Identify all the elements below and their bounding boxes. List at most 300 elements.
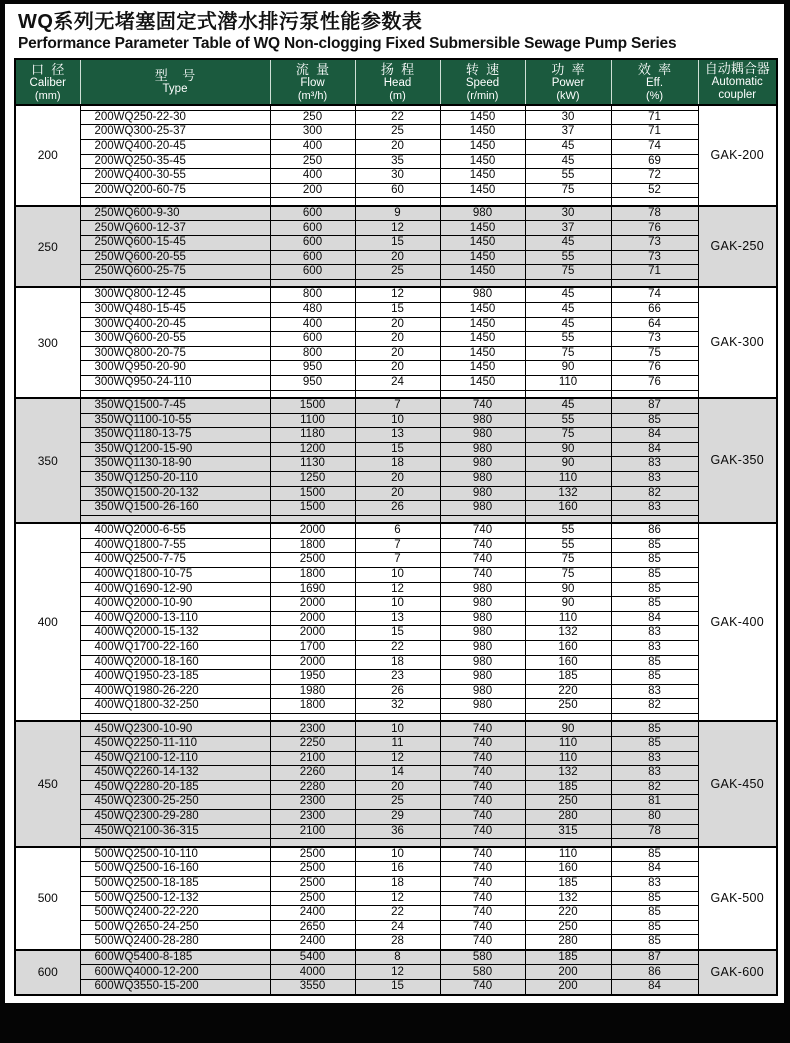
power-cell: 75 bbox=[525, 553, 611, 568]
head-cell: 15 bbox=[355, 236, 440, 251]
head-cell: 16 bbox=[355, 862, 440, 877]
head-cell: 20 bbox=[355, 140, 440, 155]
speed-cell: 1450 bbox=[440, 317, 525, 332]
power-cell: 200 bbox=[525, 965, 611, 980]
power-cell: 90 bbox=[525, 597, 611, 612]
speed-cell: 580 bbox=[440, 965, 525, 980]
flow-cell: 3550 bbox=[270, 980, 355, 995]
flow-cell: 2400 bbox=[270, 906, 355, 921]
caliber-cell: 600 bbox=[15, 950, 80, 995]
table-row bbox=[15, 523, 777, 538]
coupler-cell: GAK-250 bbox=[698, 206, 777, 287]
table-row bbox=[15, 721, 777, 736]
header-en-label: Head bbox=[383, 76, 412, 89]
table-row bbox=[15, 980, 777, 995]
eff-cell: 87 bbox=[611, 398, 698, 413]
head-cell: 60 bbox=[355, 183, 440, 198]
flow-cell: 2000 bbox=[270, 597, 355, 612]
eff-cell: 81 bbox=[611, 795, 698, 810]
table-row bbox=[15, 302, 777, 317]
header-en-label: Flow bbox=[300, 76, 325, 89]
type-cell bbox=[80, 390, 270, 398]
flow-cell: 4000 bbox=[270, 965, 355, 980]
type-cell: 400WQ2000-18-160 bbox=[80, 655, 270, 670]
speed-cell: 740 bbox=[440, 906, 525, 921]
power-cell: 110 bbox=[525, 751, 611, 766]
head-cell: 12 bbox=[355, 751, 440, 766]
type-cell: 500WQ2500-12-132 bbox=[80, 891, 270, 906]
head-cell: 28 bbox=[355, 935, 440, 950]
eff-cell: 83 bbox=[611, 766, 698, 781]
coupler-cell: GAK-300 bbox=[698, 287, 777, 398]
header-unit-label: (m³/h) bbox=[297, 89, 328, 102]
eff-cell: 84 bbox=[611, 980, 698, 995]
speed-cell: 980 bbox=[440, 626, 525, 641]
head-cell: 12 bbox=[355, 965, 440, 980]
speed-cell: 1450 bbox=[440, 346, 525, 361]
flow-cell: 600 bbox=[270, 206, 355, 221]
table-row bbox=[15, 471, 777, 486]
flow-cell: 2500 bbox=[270, 553, 355, 568]
table-row bbox=[15, 935, 777, 950]
eff-cell: 83 bbox=[611, 641, 698, 656]
head-cell: 10 bbox=[355, 597, 440, 612]
table-row bbox=[15, 641, 777, 656]
head-cell: 14 bbox=[355, 766, 440, 781]
power-cell: 37 bbox=[525, 125, 611, 140]
power-cell: 185 bbox=[525, 670, 611, 685]
head-cell: 20 bbox=[355, 250, 440, 265]
title-block bbox=[5, 4, 784, 53]
power-cell: 75 bbox=[525, 428, 611, 443]
speed-cell: 1450 bbox=[440, 125, 525, 140]
head-cell: 20 bbox=[355, 346, 440, 361]
header-unit-label: (r/min) bbox=[466, 89, 499, 102]
head-cell: 20 bbox=[355, 317, 440, 332]
flow-cell bbox=[270, 279, 355, 287]
flow-cell: 1500 bbox=[270, 486, 355, 501]
table-row bbox=[15, 810, 777, 825]
flow-cell: 600 bbox=[270, 221, 355, 236]
coupler-cell: GAK-600 bbox=[698, 950, 777, 995]
speed-cell: 1450 bbox=[440, 332, 525, 347]
head-cell: 10 bbox=[355, 568, 440, 583]
speed-cell: 980 bbox=[440, 655, 525, 670]
eff-cell: 85 bbox=[611, 655, 698, 670]
head-cell: 20 bbox=[355, 471, 440, 486]
flow-cell: 2000 bbox=[270, 626, 355, 641]
type-cell: 400WQ2000-6-55 bbox=[80, 523, 270, 538]
header-en-label: Automatic coupler bbox=[711, 76, 763, 102]
flow-cell: 1500 bbox=[270, 398, 355, 413]
spacer-row bbox=[15, 713, 777, 721]
type-cell: 300WQ480-15-45 bbox=[80, 302, 270, 317]
eff-cell: 85 bbox=[611, 413, 698, 428]
eff-cell: 71 bbox=[611, 110, 698, 125]
power-cell: 90 bbox=[525, 721, 611, 736]
table-row bbox=[15, 140, 777, 155]
head-cell bbox=[355, 390, 440, 398]
eff-cell: 74 bbox=[611, 140, 698, 155]
head-cell: 22 bbox=[355, 641, 440, 656]
table-row bbox=[15, 950, 777, 965]
power-cell bbox=[525, 713, 611, 721]
spacer-row bbox=[15, 279, 777, 287]
eff-cell: 80 bbox=[611, 810, 698, 825]
table-row bbox=[15, 287, 777, 302]
eff-cell: 83 bbox=[611, 457, 698, 472]
head-cell: 24 bbox=[355, 920, 440, 935]
speed-cell: 1450 bbox=[440, 183, 525, 198]
eff-cell: 78 bbox=[611, 206, 698, 221]
column-header-speed bbox=[440, 59, 525, 105]
type-cell: 500WQ2650-24-250 bbox=[80, 920, 270, 935]
head-cell: 22 bbox=[355, 110, 440, 125]
head-cell: 25 bbox=[355, 265, 440, 280]
type-cell: 400WQ1800-10-75 bbox=[80, 568, 270, 583]
power-cell: 75 bbox=[525, 568, 611, 583]
type-cell: 400WQ2000-13-110 bbox=[80, 611, 270, 626]
type-cell: 500WQ2500-18-185 bbox=[80, 876, 270, 891]
eff-cell: 82 bbox=[611, 486, 698, 501]
column-header-eff- bbox=[611, 59, 698, 105]
power-cell: 160 bbox=[525, 655, 611, 670]
spacer-row bbox=[15, 390, 777, 398]
speed-cell: 1450 bbox=[440, 140, 525, 155]
speed-cell: 980 bbox=[440, 413, 525, 428]
power-cell: 185 bbox=[525, 950, 611, 965]
head-cell: 22 bbox=[355, 906, 440, 921]
head-cell: 7 bbox=[355, 538, 440, 553]
coupler-cell: GAK-200 bbox=[698, 105, 777, 206]
header-en-label: Speed bbox=[465, 76, 500, 89]
power-cell: 110 bbox=[525, 611, 611, 626]
caliber-cell: 300 bbox=[15, 287, 80, 398]
speed-cell: 980 bbox=[440, 684, 525, 699]
power-cell: 55 bbox=[525, 523, 611, 538]
eff-cell: 84 bbox=[611, 611, 698, 626]
table-row bbox=[15, 597, 777, 612]
speed-cell: 980 bbox=[440, 699, 525, 714]
speed-cell: 1450 bbox=[440, 265, 525, 280]
speed-cell: 740 bbox=[440, 795, 525, 810]
flow-cell: 950 bbox=[270, 361, 355, 376]
head-cell bbox=[355, 713, 440, 721]
head-cell: 15 bbox=[355, 626, 440, 641]
flow-cell: 600 bbox=[270, 332, 355, 347]
type-cell: 500WQ2500-16-160 bbox=[80, 862, 270, 877]
type-cell: 200WQ250-22-30 bbox=[80, 110, 270, 125]
pump-parameter-table bbox=[14, 58, 778, 996]
eff-cell: 83 bbox=[611, 471, 698, 486]
head-cell: 32 bbox=[355, 699, 440, 714]
eff-cell: 83 bbox=[611, 626, 698, 641]
head-cell: 13 bbox=[355, 428, 440, 443]
flow-cell: 1690 bbox=[270, 582, 355, 597]
flow-cell: 2280 bbox=[270, 780, 355, 795]
flow-cell: 1800 bbox=[270, 568, 355, 583]
head-cell bbox=[355, 839, 440, 847]
flow-cell: 2500 bbox=[270, 862, 355, 877]
type-cell bbox=[80, 839, 270, 847]
speed-cell bbox=[440, 198, 525, 206]
speed-cell: 740 bbox=[440, 737, 525, 752]
table-row bbox=[15, 183, 777, 198]
speed-cell bbox=[440, 279, 525, 287]
head-cell: 12 bbox=[355, 287, 440, 302]
flow-cell bbox=[270, 390, 355, 398]
table-row bbox=[15, 110, 777, 125]
head-cell: 15 bbox=[355, 302, 440, 317]
power-cell: 55 bbox=[525, 538, 611, 553]
type-cell: 400WQ1980-26-220 bbox=[80, 684, 270, 699]
header-unit-label: (mm) bbox=[34, 89, 61, 102]
flow-cell: 2000 bbox=[270, 655, 355, 670]
eff-cell: 84 bbox=[611, 442, 698, 457]
table-row bbox=[15, 906, 777, 921]
table-row bbox=[15, 670, 777, 685]
header-zh-label: 效 率 bbox=[637, 61, 672, 77]
flow-cell: 2300 bbox=[270, 810, 355, 825]
eff-cell: 66 bbox=[611, 302, 698, 317]
speed-cell: 740 bbox=[440, 920, 525, 935]
flow-cell: 250 bbox=[270, 110, 355, 125]
speed-cell: 740 bbox=[440, 847, 525, 862]
power-cell: 250 bbox=[525, 920, 611, 935]
caliber-cell: 200 bbox=[15, 105, 80, 206]
coupler-cell: GAK-450 bbox=[698, 721, 777, 846]
speed-cell: 740 bbox=[440, 751, 525, 766]
flow-cell: 2500 bbox=[270, 876, 355, 891]
table-row bbox=[15, 169, 777, 184]
eff-cell: 78 bbox=[611, 824, 698, 839]
flow-cell: 800 bbox=[270, 346, 355, 361]
head-cell: 7 bbox=[355, 398, 440, 413]
flow-cell: 600 bbox=[270, 265, 355, 280]
table-row bbox=[15, 824, 777, 839]
table-row bbox=[15, 154, 777, 169]
speed-cell: 740 bbox=[440, 766, 525, 781]
power-cell: 132 bbox=[525, 891, 611, 906]
eff-cell: 86 bbox=[611, 523, 698, 538]
header-en-label: Caliber bbox=[29, 76, 66, 89]
head-cell: 7 bbox=[355, 553, 440, 568]
type-cell: 400WQ2000-15-132 bbox=[80, 626, 270, 641]
head-cell: 25 bbox=[355, 795, 440, 810]
power-cell: 220 bbox=[525, 906, 611, 921]
head-cell: 8 bbox=[355, 950, 440, 965]
head-cell: 9 bbox=[355, 206, 440, 221]
power-cell: 55 bbox=[525, 413, 611, 428]
type-cell: 200WQ200-60-75 bbox=[80, 183, 270, 198]
power-cell bbox=[525, 198, 611, 206]
table-row bbox=[15, 236, 777, 251]
power-cell: 55 bbox=[525, 169, 611, 184]
speed-cell bbox=[440, 515, 525, 523]
eff-cell: 87 bbox=[611, 950, 698, 965]
flow-cell: 1180 bbox=[270, 428, 355, 443]
flow-cell: 2400 bbox=[270, 935, 355, 950]
table-row bbox=[15, 655, 777, 670]
power-cell: 132 bbox=[525, 626, 611, 641]
eff-cell: 52 bbox=[611, 183, 698, 198]
column-header-head bbox=[355, 59, 440, 105]
eff-cell: 85 bbox=[611, 582, 698, 597]
coupler-cell: GAK-400 bbox=[698, 523, 777, 721]
flow-cell: 2000 bbox=[270, 611, 355, 626]
power-cell: 185 bbox=[525, 876, 611, 891]
power-cell: 90 bbox=[525, 582, 611, 597]
power-cell: 110 bbox=[525, 847, 611, 862]
flow-cell: 400 bbox=[270, 140, 355, 155]
flow-cell: 1950 bbox=[270, 670, 355, 685]
flow-cell: 1130 bbox=[270, 457, 355, 472]
head-cell: 12 bbox=[355, 891, 440, 906]
power-cell bbox=[525, 515, 611, 523]
speed-cell: 980 bbox=[440, 501, 525, 516]
eff-cell bbox=[611, 713, 698, 721]
power-cell: 160 bbox=[525, 862, 611, 877]
power-cell: 55 bbox=[525, 332, 611, 347]
type-cell: 300WQ600-20-55 bbox=[80, 332, 270, 347]
type-cell: 600WQ5400-8-185 bbox=[80, 950, 270, 965]
head-cell: 23 bbox=[355, 670, 440, 685]
type-cell: 400WQ2000-10-90 bbox=[80, 597, 270, 612]
power-cell: 132 bbox=[525, 486, 611, 501]
table-row bbox=[15, 265, 777, 280]
speed-cell: 980 bbox=[440, 582, 525, 597]
head-cell: 11 bbox=[355, 737, 440, 752]
flow-cell: 480 bbox=[270, 302, 355, 317]
type-cell: 350WQ1500-7-45 bbox=[80, 398, 270, 413]
flow-cell: 2100 bbox=[270, 751, 355, 766]
table-row bbox=[15, 250, 777, 265]
head-cell: 25 bbox=[355, 125, 440, 140]
flow-cell: 600 bbox=[270, 236, 355, 251]
power-cell: 185 bbox=[525, 780, 611, 795]
head-cell: 26 bbox=[355, 684, 440, 699]
column-header-caliber bbox=[15, 59, 80, 105]
table-row bbox=[15, 221, 777, 236]
speed-cell: 580 bbox=[440, 950, 525, 965]
type-cell bbox=[80, 198, 270, 206]
eff-cell bbox=[611, 390, 698, 398]
speed-cell: 1450 bbox=[440, 169, 525, 184]
column-header-flow bbox=[270, 59, 355, 105]
power-cell: 45 bbox=[525, 398, 611, 413]
power-cell bbox=[525, 390, 611, 398]
type-cell: 350WQ1130-18-90 bbox=[80, 457, 270, 472]
table-row bbox=[15, 332, 777, 347]
speed-cell: 980 bbox=[440, 486, 525, 501]
flow-cell: 1100 bbox=[270, 413, 355, 428]
table-row bbox=[15, 876, 777, 891]
type-cell: 300WQ800-20-75 bbox=[80, 346, 270, 361]
caliber-group-250 bbox=[15, 206, 777, 287]
table-row bbox=[15, 361, 777, 376]
eff-cell: 85 bbox=[611, 920, 698, 935]
table-row bbox=[15, 206, 777, 221]
table-row bbox=[15, 611, 777, 626]
flow-cell: 800 bbox=[270, 287, 355, 302]
type-cell: 600WQ3550-15-200 bbox=[80, 980, 270, 995]
table-row bbox=[15, 428, 777, 443]
header-zh-label: 型 号 bbox=[154, 67, 196, 83]
header-zh-label: 扬 程 bbox=[380, 61, 415, 77]
speed-cell: 740 bbox=[440, 398, 525, 413]
speed-cell bbox=[440, 839, 525, 847]
table-row bbox=[15, 413, 777, 428]
power-cell: 110 bbox=[525, 737, 611, 752]
flow-cell: 400 bbox=[270, 169, 355, 184]
header-unit-label: (kW) bbox=[556, 89, 580, 102]
speed-cell bbox=[440, 390, 525, 398]
power-cell: 250 bbox=[525, 795, 611, 810]
header-zh-label: 功 率 bbox=[551, 61, 585, 77]
eff-cell: 86 bbox=[611, 965, 698, 980]
speed-cell: 740 bbox=[440, 523, 525, 538]
eff-cell: 83 bbox=[611, 751, 698, 766]
caliber-group-450 bbox=[15, 721, 777, 846]
column-header-type bbox=[80, 59, 270, 105]
head-cell: 10 bbox=[355, 847, 440, 862]
coupler-cell: GAK-350 bbox=[698, 398, 777, 523]
eff-cell bbox=[611, 515, 698, 523]
type-cell: 300WQ400-20-45 bbox=[80, 317, 270, 332]
eff-cell: 71 bbox=[611, 125, 698, 140]
head-cell: 24 bbox=[355, 375, 440, 390]
eff-cell: 74 bbox=[611, 287, 698, 302]
power-cell: 280 bbox=[525, 935, 611, 950]
eff-cell: 85 bbox=[611, 538, 698, 553]
eff-cell: 75 bbox=[611, 346, 698, 361]
type-cell: 250WQ600-15-45 bbox=[80, 236, 270, 251]
table-row bbox=[15, 737, 777, 752]
speed-cell: 980 bbox=[440, 641, 525, 656]
eff-cell: 69 bbox=[611, 154, 698, 169]
flow-cell: 2250 bbox=[270, 737, 355, 752]
table-row bbox=[15, 568, 777, 583]
type-cell: 350WQ1500-20-132 bbox=[80, 486, 270, 501]
eff-cell: 76 bbox=[611, 375, 698, 390]
type-cell bbox=[80, 713, 270, 721]
table-row bbox=[15, 795, 777, 810]
power-cell: 315 bbox=[525, 824, 611, 839]
power-cell: 90 bbox=[525, 457, 611, 472]
power-cell: 37 bbox=[525, 221, 611, 236]
header-unit-label: (m) bbox=[389, 89, 406, 102]
speed-cell: 980 bbox=[440, 611, 525, 626]
speed-cell bbox=[440, 713, 525, 721]
speed-cell: 740 bbox=[440, 780, 525, 795]
speed-cell: 740 bbox=[440, 876, 525, 891]
header-unit-label: (%) bbox=[645, 89, 664, 102]
table-row bbox=[15, 317, 777, 332]
flow-cell bbox=[270, 198, 355, 206]
flow-cell: 950 bbox=[270, 375, 355, 390]
type-cell: 450WQ2100-36-315 bbox=[80, 824, 270, 839]
eff-cell: 85 bbox=[611, 670, 698, 685]
speed-cell: 980 bbox=[440, 670, 525, 685]
eff-cell: 85 bbox=[611, 553, 698, 568]
power-cell: 160 bbox=[525, 641, 611, 656]
speed-cell: 980 bbox=[440, 471, 525, 486]
type-cell: 350WQ1250-20-110 bbox=[80, 471, 270, 486]
type-cell: 400WQ1950-23-185 bbox=[80, 670, 270, 685]
table-row bbox=[15, 699, 777, 714]
type-cell: 300WQ800-12-45 bbox=[80, 287, 270, 302]
speed-cell: 740 bbox=[440, 553, 525, 568]
